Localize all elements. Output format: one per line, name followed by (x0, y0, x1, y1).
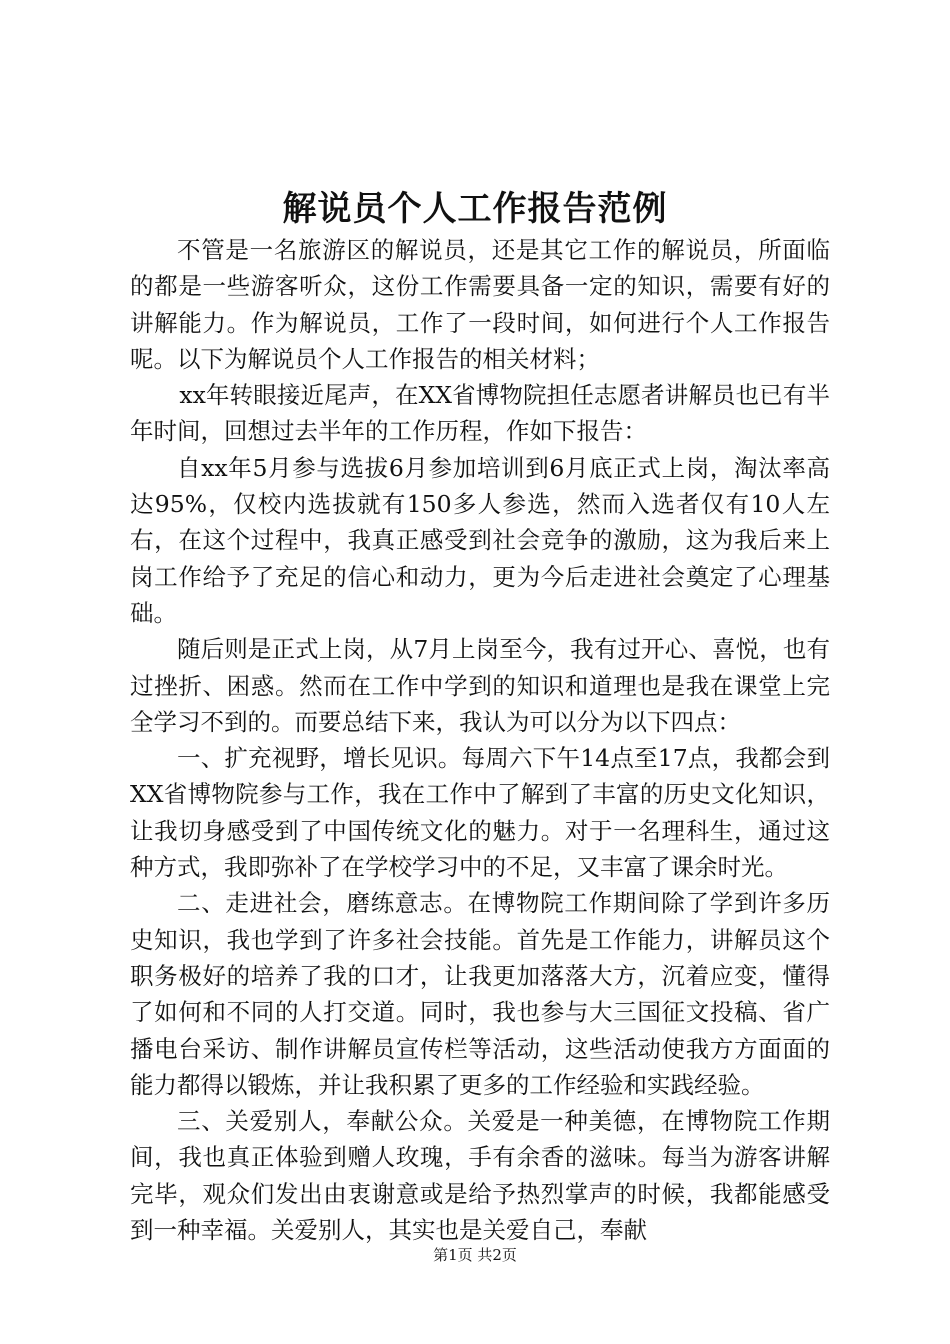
paragraph-point-two: 二、走进社会，磨练意志。在博物院工作期间除了学到许多历史知识，我也学到了许多社会技能。首先是工作能力，讲解员这个职务极好的培养了我的口才，让我更加落落大方，沉着应变，懂得了如何和不同的人打交道。同时，我也参与大三国征文投稿、省广播电台采访、制作讲解员宣传栏等活动，这些活动使我方方面面的能力都得以锻炼，并让我积累了更多的工作经验和实践经验。 (130, 889, 830, 1099)
paragraph-overview: xx年转眼接近尾声，在XX省博物院担任志愿者讲解员也已有半年时间，回想过去半年的工作历程，作如下报告： (130, 381, 830, 446)
paragraph-point-one: 一、扩充视野，增长见识。每周六下午14点至17点，我都会到XX省博物院参与工作，我在工作中了解到了丰富的历史文化知识，让我切身感受到了中国传统文化的魅力。对于一名理科生，通过这种方式，我即弥补了在学校学习中的不足，又丰富了课余时光。 (130, 744, 830, 882)
paragraph-intro: 不管是一名旅游区的解说员，还是其它工作的解说员，所面临的都是一些游客听众，这份工作需要具备一定的知识，需要有好的讲解能力。作为解说员，工作了一段时间，如何进行个人工作报告呢。以下为解说员个人工作报告的相关材料； (130, 236, 830, 373)
paragraph-onboarding: 随后则是正式上岗，从7月上岗至今，我有过开心、喜悦，也有过挫折、困惑。然而在工作中学到的知识和道理也是我在课堂上完全学习不到的。而要总结下来，我认为可以分为以下四点： (130, 635, 830, 736)
document-title: 解说员个人工作报告范例 (282, 189, 668, 229)
paragraph-point-three: 三、关爱别人，奉献公众。关爱是一种美德，在博物院工作期间，我也真正体验到赠人玫瑰，手有余香的滋味。每当为游客讲解完毕，观众们发出由衷谢意或是给予热烈掌声的时候，我都能感受到一种幸福。关爱别人，其实也是关爱自己，奉献 (130, 1107, 830, 1245)
page-number: 第1页 共2页 (433, 1246, 517, 1264)
document-body (130, 232, 830, 1248)
paragraph-selection: 自xx年5月参与选拔6月参加培训到6月底正式上岗，淘汰率高达95%，仅校内选拔就有150多人参选，然而入选者仅有10人左右，在这个过程中，我真正感受到社会竞争的激励，这为我后来上岗工作给予了充足的信心和动力，更为今后走进社会奠定了心理基础。 (130, 453, 830, 627)
